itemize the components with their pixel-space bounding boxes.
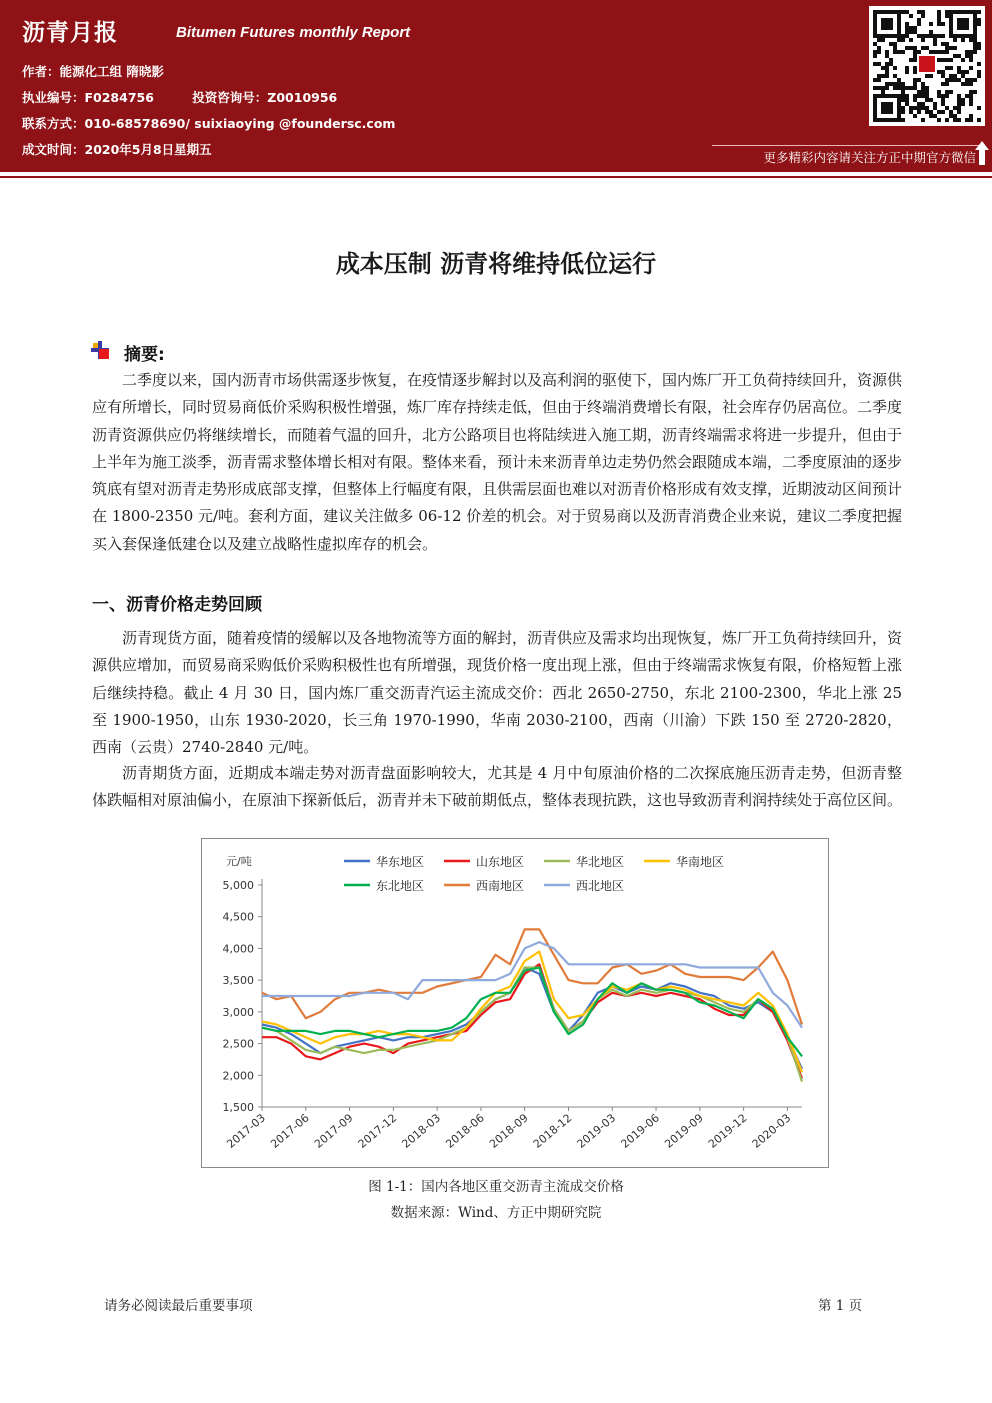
legend-label: 西南地区 [476, 879, 525, 893]
spot-paragraph: 沥青现货方面，随着疫情的缓解以及各地物流等方面的解封，沥青供应及需求均出现恢复，炼厂开工负荷持续回升，资源供应增加，而贸易商采购低价采购积极性也有所增强，现货价格一度出现上涨，但由于终端需求恢复有限，价格短暂上涨后继续持稳。截止 4 月 30 日，国内炼厂重交沥青汽运主流成交价：西北 2650-2750，东北 2100-2300，华北上涨 25 至 1900-1950，山东 1930-2020，长三角 1970-1990，华南 2030-2100，西南（川渝）下跌 150 至 2720-2820，西南（云贵）2740-2840 元/吨。 [92, 629, 903, 757]
series-line-1 [262, 968, 802, 1069]
x-tick-label: 2019-09 [662, 1111, 706, 1151]
legend-label: 华东地区 [376, 855, 425, 869]
futures-paragraph: 沥青期货方面，近期成本端走势对沥青盘面影响较大，尤其是 4 月中旬原油价格的二次探底施压沥青走势，但沥青整体跌幅相对原油偏小，在原油下探新低后，沥青并未下破前期低点，整体表现抗跌，这也导致沥青利润持续处于高位区间。 [92, 764, 903, 810]
x-tick-label: 2018-06 [443, 1111, 487, 1151]
summary-bullet-icon [91, 341, 109, 359]
y-tick-label: 2,500 [222, 1037, 254, 1051]
summary-heading: 摘要: [124, 345, 165, 365]
x-tick-label: 2019-03 [574, 1111, 619, 1151]
y-tick-label: 3,500 [222, 974, 254, 988]
x-tick-label: 2018-03 [399, 1111, 444, 1151]
series-line-6 [262, 929, 802, 1024]
x-tick-label: 2020-03 [749, 1111, 794, 1151]
series-line-2 [262, 964, 802, 1078]
arrow-up-icon [974, 140, 990, 166]
x-tick-label: 2019-12 [705, 1111, 750, 1151]
figure-caption: 图 1-1：国内各地区重交沥青主流成交价格 [368, 1179, 624, 1195]
series-line-3 [262, 968, 802, 1082]
y-tick-label: 3,000 [222, 1005, 254, 1019]
legend-label: 华北地区 [576, 855, 625, 869]
license-number: 执业编号：F0284756 [22, 90, 154, 105]
date-line: 成文时间：2020年5月8日星期五 [22, 142, 212, 157]
divider [712, 145, 984, 146]
license-line [22, 88, 337, 106]
y-tick-label: 4,000 [222, 942, 254, 956]
x-tick-label: 2018-09 [487, 1111, 531, 1151]
brand-title: 沥青月报 [22, 20, 118, 46]
x-tick-label: 2018-12 [530, 1111, 575, 1151]
page-number: 第 1 页 [818, 1298, 863, 1314]
y-tick-label: 2,000 [222, 1069, 254, 1083]
summary-paragraph: 二季度以来，国内沥青市场供需逐步恢复，在疫情逐步解封以及高利润的驱使下，国内炼厂开工负荷持续回升，资源供应有所增长，同时贸易商低价采购积极性增强，炼厂库存持续走低，但由于终端消费增长有限，社会库存仍居高位。二季度沥青资源供应仍将继续增长，而随着气温的回升，北方公路项目也将陆续进入施工期，沥青终端需求将进一步提升，但由于上半年为施工淡季，沥青需求整体增长相对有限。整体来看，预计未来沥青单边走势仍然会跟随成本端，二季度原油的逐步筑底有望对沥青走势形成底部支撑，但整体上行幅度有限，且供需层面也难以对沥青价格形成有效支撑，近期波动区间预计在 1800-2350 元/吨。套利方面，建议关注做多 06-12 价差的机会。对于贸易商以及沥青消费企业来说，建议二季度把握买入套保逢低建仓以及建立战略性虚拟库存的机会。 [92, 371, 903, 553]
x-tick-label: 2017-09 [311, 1111, 356, 1151]
x-tick-label: 2017-06 [268, 1111, 312, 1151]
price-chart-svg [202, 839, 828, 1167]
y-tick-label: 4,500 [222, 910, 254, 924]
figure-source: 数据来源：Wind、方正中期研究院 [390, 1205, 602, 1221]
header-rule [0, 176, 992, 178]
advisor-number: 投资咨询号：Z0010956 [192, 90, 338, 105]
y-tick-label: 5,000 [222, 879, 254, 892]
brand-subtitle-en: Bitumen Futures monthly Report [176, 24, 411, 41]
section-heading-price-review: 一、沥青价格走势回顾 [92, 595, 262, 615]
footer-notice: 请务必阅读最后重要事项 [104, 1298, 253, 1314]
report-title: 成本压制 沥青将维持低位运行 [335, 250, 657, 278]
x-tick-label: 2017-12 [355, 1111, 400, 1151]
legend-label: 西北地区 [576, 879, 625, 893]
wechat-follow-note: 更多精彩内容请关注方正中期官方微信 [763, 150, 976, 165]
legend-label: 山东地区 [476, 855, 525, 869]
y-tick-label: 1,500 [222, 1101, 254, 1114]
y-axis-label: 元/吨 [226, 855, 252, 868]
author-line: 作者：能源化工组 隋晓影 [22, 64, 164, 79]
series-line-7 [262, 942, 802, 1028]
price-chart [201, 838, 829, 1168]
qr-code-icon[interactable] [869, 6, 985, 126]
report-header [0, 0, 992, 172]
legend-label: 东北地区 [376, 879, 425, 893]
legend-label: 华南地区 [676, 855, 725, 869]
x-tick-label: 2017-03 [224, 1111, 268, 1151]
contact-line: 联系方式：010-68578690/ suixiaoying @foundersc.com [22, 116, 396, 131]
x-tick-label: 2019-06 [618, 1111, 662, 1151]
